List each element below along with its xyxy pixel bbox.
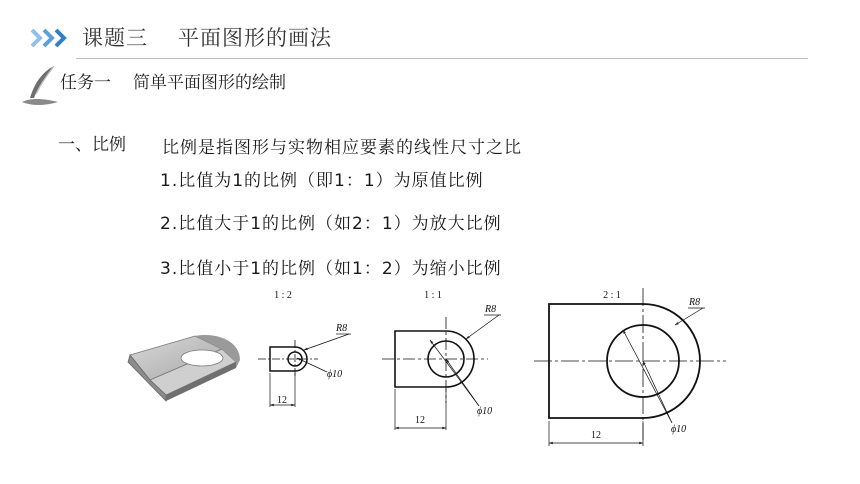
diameter-label: ϕ10 xyxy=(477,406,493,417)
task-name: 简单平面图形的绘制 xyxy=(133,73,286,93)
list-item: 3.比值小于1的比例（如1：2）为缩小比例 xyxy=(160,259,502,279)
scale-label: 1 : 2 xyxy=(274,290,292,301)
drawing-2-1 xyxy=(534,288,726,446)
diameter-label: ϕ10 xyxy=(327,369,343,380)
scale-label: 2 : 1 xyxy=(603,290,621,301)
section-heading: 一、比例 xyxy=(58,135,126,155)
drawing-1-2 xyxy=(258,290,351,407)
scale-label: 1 : 1 xyxy=(424,290,442,301)
list-item: 1.比值为1的比例（即1：1）为原值比例 xyxy=(160,171,484,191)
drawing-1-1 xyxy=(382,290,501,430)
part-3d-image xyxy=(128,335,240,401)
section-definition: 比例是指图形与实物相应要素的线性尺寸之比 xyxy=(162,138,522,158)
dimension-label: 12 xyxy=(277,395,287,406)
radius-label: R8 xyxy=(336,323,348,334)
diameter-label: ϕ10 xyxy=(671,424,687,435)
dimension-label: 12 xyxy=(591,430,601,441)
topic-name: 平面图形的画法 xyxy=(178,26,332,50)
dimension-label: 12 xyxy=(415,415,425,426)
radius-label: R8 xyxy=(689,297,701,308)
task-label: 任务一 xyxy=(60,73,111,93)
topic-label: 课题三 xyxy=(82,26,148,50)
list-item: 2.比值大于1的比例（如2：1）为放大比例 xyxy=(160,214,502,234)
radius-label: R8 xyxy=(485,304,497,315)
